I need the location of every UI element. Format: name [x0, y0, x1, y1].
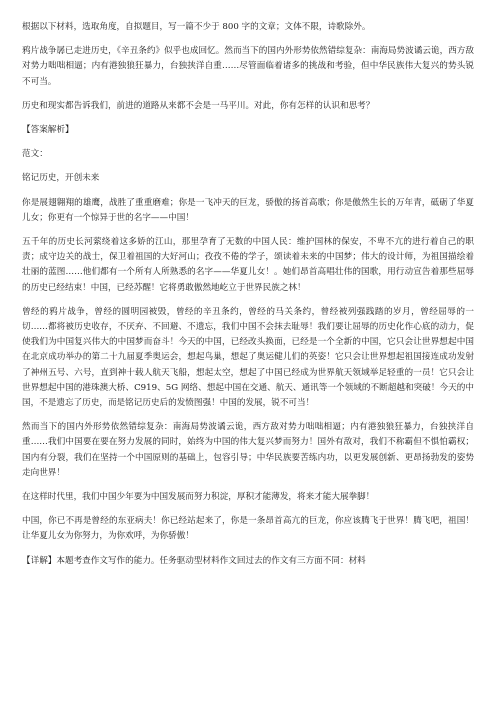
essay-title: 铭记历史，开创未来	[22, 173, 100, 184]
prompt-material: 鸦片战争孱已走进历史，《辛丑条约》似乎也成回忆。然而当下的国内外形势依然错综复杂：南海局势波谲云诡，西方敌对势力咄咄相逼；内有港独狼狂暴力，台独挟洋自重……尽管面临着诸多的挑战和考验，但中华民族伟大复兴的势头锐不可当。	[22, 46, 474, 87]
essay-paragraph-1: 你是展翅翱翔的雄鹰，战胜了重重磨难；你是一飞冲天的巨龙，骄傲的扬首高歌；你是傲然生长的万年青，砥砺了华夏儿女；你更有一个惊异于世的名字——中国！	[22, 197, 474, 223]
prompt-instructions: 根据以下材料，选取角度，自拟题目，写一篇不少于 800 字的文章；文体不限，诗歌除外。	[22, 22, 371, 32]
answer-analysis-heading: 【答案解析】	[22, 125, 74, 136]
essay-paragraph-6: 中国，你已不再是曾经的东亚病夫！你已经站起来了，你是一条昂首高亢的巨龙，你应该腾飞于世界！腾飞吧，祖国！让华夏儿女为你努力，为你欢呼，为你骄傲！	[22, 516, 474, 542]
detailed-explanation: 【详解】本题考查作文写作的能力。任务驱动型材料作文回过去的作文有三方面不同：材料	[22, 555, 366, 566]
prompt-question: 历史和现实都告诉我们，前进的道路从来都不会是一马平川。对此，你有怎样的认识和思考？	[22, 100, 375, 111]
sample-essay-label: 范文：	[22, 149, 48, 160]
essay-paragraph-3: 曾经的鸦片战争，曾经的圆明园被毁，曾经的辛丑条约，曾经的马关条约，曾经被列强践踏的岁月，曾经屈辱的一切……都将被历史收存，不厌弃、不回避、不遗忘，我们中国不会抹去耻辱！我们要让屈辱的历史化作心底的动力，促使我们为中国复兴伟大的中国梦而奋斗！今天的中国，已经改头换面，已经是一个全新的中国，它只会让世界想起中国在北京成功举办的第二十九届夏季奥运会，想起鸟巢，想起了奥运健儿们的英姿！它只会让世界想起祖国接连成功发射了神州五号、六号，直到神十载人航天飞船，想起太空，想起了中国已经成为世界航天领域举足轻重的一员！它只会让世界想起中国的港珠澳大桥、C919、5G 网络、想起中国在交通、航天、通讯等一个领域的不断超越和突破！今天的中国，不是遗忘了历史，而是铭记历史后的发愤图强！中国的发展，锐不可当！	[22, 306, 474, 409]
essay-paragraph-5: 在这样时代里，我们中国少年要为中国发展而努力积淀，厚积才能薄发，将来才能大展拳脚！	[22, 492, 375, 503]
essay-paragraph-2: 五千年的历史长河萦绕着这多娇的江山，那里孕育了无数的中国人民：维护国林的保安，不卑不亢的进行着自己的职责；成守边关的战士，保卫着祖国的大好河山；孜孜不倦的学子，颂读着未来的中国梦；伟大的设计师，为祖国描绘着壮丽的蓝图……他们都有一个所有人所熟悉的名字——华夏儿女！。她们昂首高唱壮伟的国歌，用行动宣告着那些屈辱的历史已经结束！中国，已经苏醒！它将勇敢傲然地屹立于世界民族之林！	[22, 237, 474, 293]
essay-paragraph-4: 然而当下的国内外形势依然错综复杂：南海局势波谲云诡，西方敌对势力咄咄相逼；内有港独狼狂暴力，台独挟洋自重……我们中国要在要在努力发展的同时，始终为中国的伟大复兴梦而努力！国外有敌对，我们不称霸但不惧怕霸权；国内有分裂，我们在坚持一个中国原则的基础上，包容引导；中华民族要苦练内功，以更发展创新、更昂扬勃发的姿势走向世界！	[22, 422, 474, 478]
